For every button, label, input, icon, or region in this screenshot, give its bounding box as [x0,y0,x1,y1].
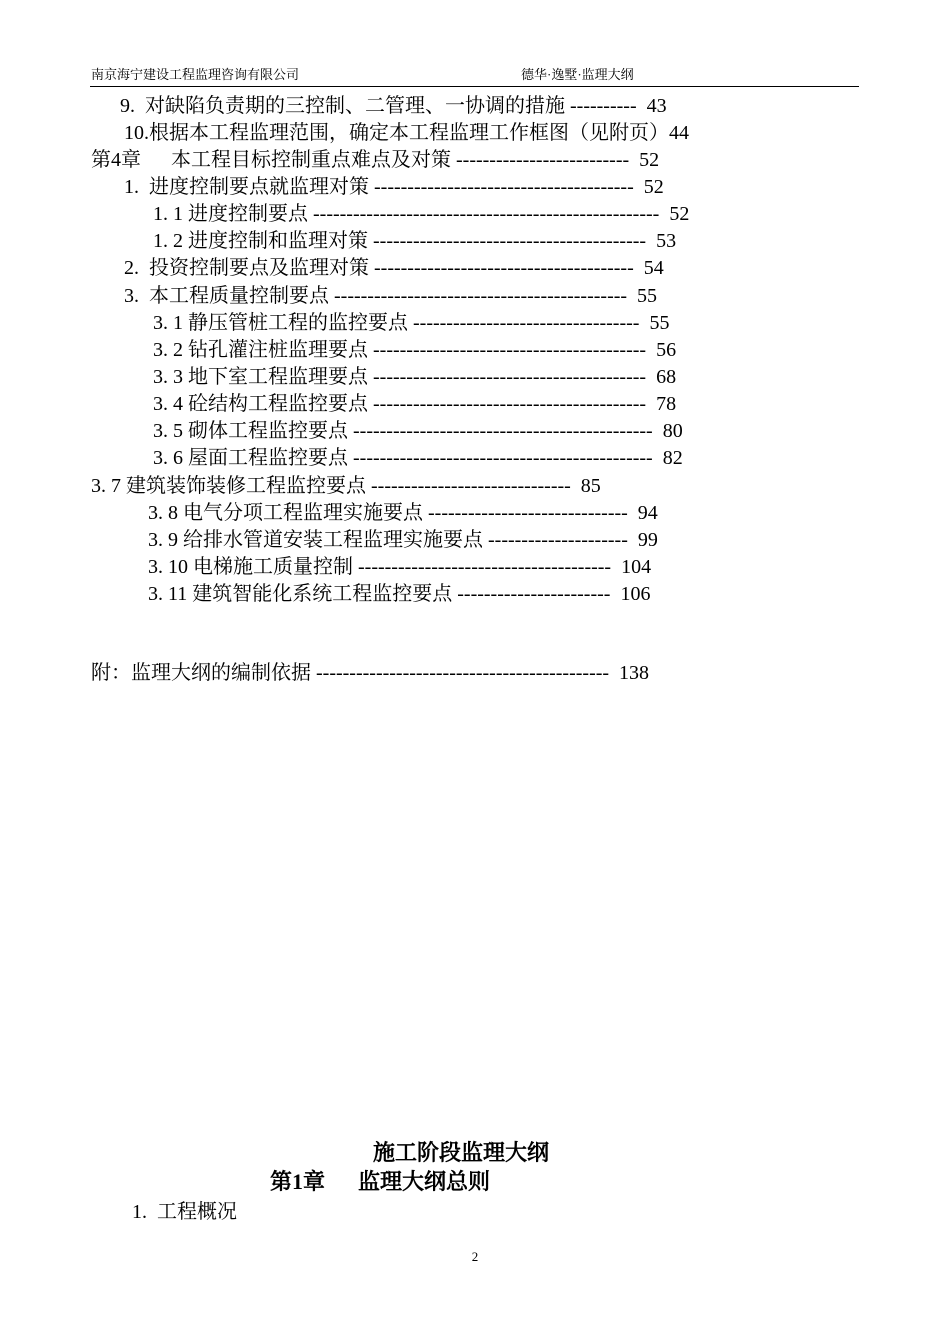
toc-entry[interactable]: 3. 2 钻孔灌注桩监理要点 ----------------------------------------- 56 [153,339,677,361]
toc-entry[interactable]: 10.根据本工程监理范围，确定本工程监理工作框图（见附页）44 [124,122,689,144]
header-document-title: 德华·逸墅·监理大纲 [521,67,634,82]
toc-entry[interactable]: 3. 1 静压管桩工程的监控要点 ---------------------------------- 55 [153,312,670,334]
toc-entry[interactable]: 3. 7 建筑装饰装修工程监控要点 ------------------------------ 85 [91,475,601,497]
document-title: 施工阶段监理大纲 [373,1140,550,1165]
chapter-heading: 第1章 监理大纲总则 [270,1169,491,1194]
toc-entry[interactable]: 9. 对缺陷负责期的三控制、二管理、一协调的措施 ---------- 43 [120,95,667,117]
header-company: 南京海宁建设工程监理咨询有限公司 [91,67,300,82]
page-number: 2 [471,1249,479,1264]
toc-entry[interactable]: 3. 6 屋面工程监控要点 --------------------------------------------- 82 [153,447,683,469]
toc-entry[interactable]: 1. 1 进度控制要点 ---------------------------------------------------- 52 [153,203,690,225]
section-heading: 1. 工程概况 [132,1201,237,1223]
toc-entry[interactable]: 3. 3 地下室工程监理要点 ----------------------------------------- 68 [153,366,677,388]
toc-entry[interactable]: 3. 11 建筑智能化系统工程监控要点 ----------------------- 106 [148,583,651,605]
toc-entry[interactable]: 3. 5 砌体工程监控要点 --------------------------------------------- 80 [153,420,683,442]
toc-entry[interactable]: 附：监理大纲的编制依据 -------------------------------------------- 138 [91,662,650,684]
toc-entry[interactable]: 2. 投资控制要点及监理对策 --------------------------------------- 54 [124,257,664,279]
toc-entry[interactable]: 3. 9 给排水管道安装工程监理实施要点 --------------------- 99 [148,529,658,551]
toc-entry[interactable]: 3. 本工程质量控制要点 -------------------------------------------- 55 [124,285,658,307]
toc-entry[interactable]: 1. 2 进度控制和监理对策 ----------------------------------------- 53 [153,230,677,252]
toc-entry[interactable]: 第4章 本工程目标控制重点难点及对策 -------------------------- 52 [91,149,660,171]
toc-entry[interactable]: 3. 8 电气分项工程监理实施要点 ------------------------------ 94 [148,502,658,524]
toc-entry[interactable]: 3. 10 电梯施工质量控制 -------------------------------------- 104 [148,556,652,578]
toc-entry[interactable]: 3. 4 砼结构工程监控要点 ----------------------------------------- 78 [153,393,677,415]
header-divider [90,86,859,87]
toc-entry[interactable]: 1. 进度控制要点就监理对策 --------------------------------------- 52 [124,176,664,198]
